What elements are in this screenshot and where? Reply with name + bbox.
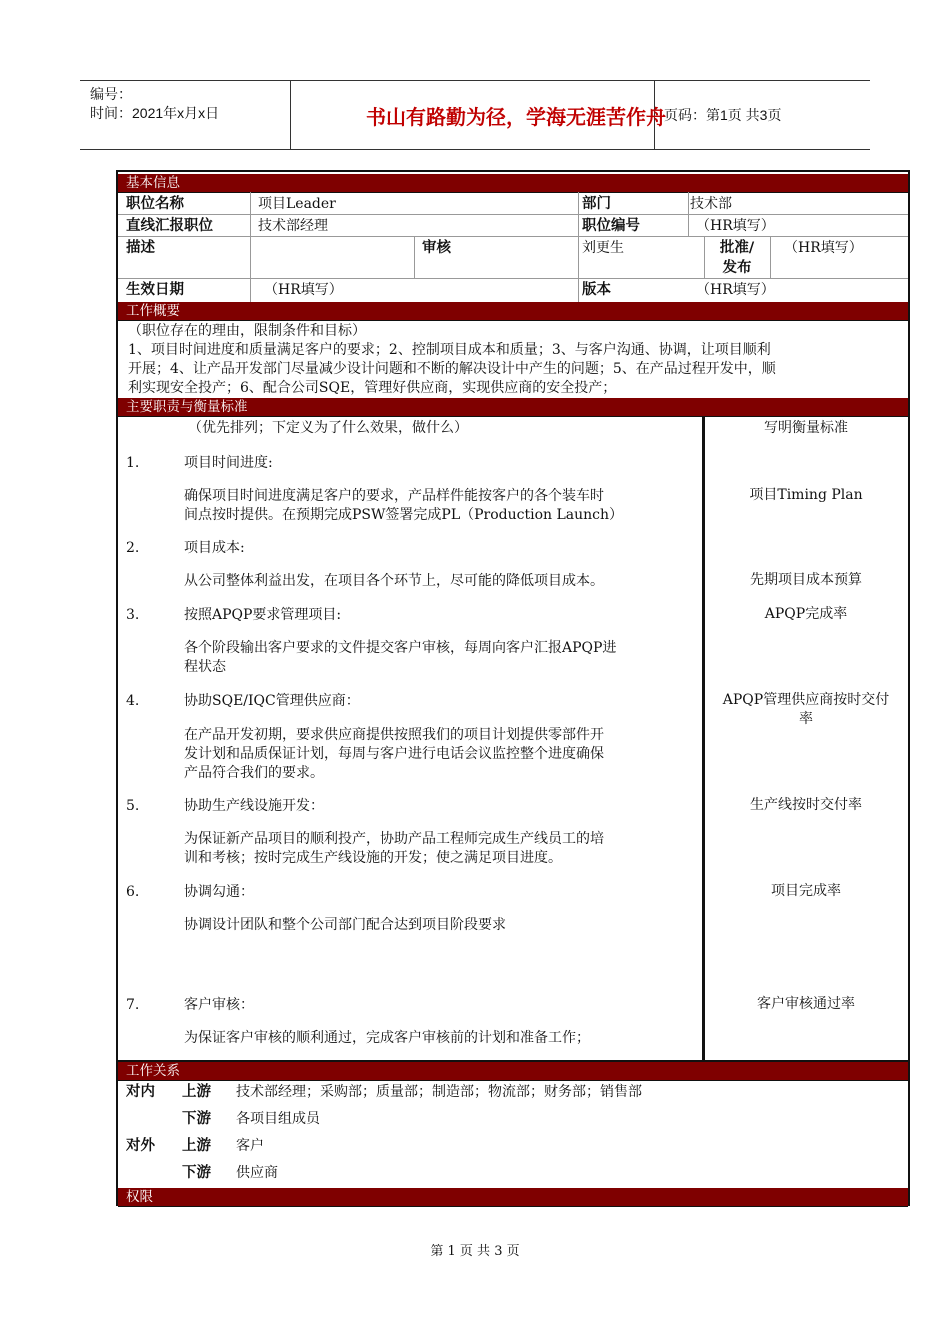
duty-measure: 客户审核通过率 [757,996,855,1012]
col-line [578,192,579,302]
col-line [688,214,689,236]
downstream-label: 下游 [182,1165,211,1181]
section-duties: 主要职责与衡量标准 [118,398,908,416]
overview-line: 开展；4、让产品开发部门尽量减少设计问题和不断的解决设计中产生的问题；5、在产品过程开发中，顺 [128,361,776,377]
section-authority: 权限 [118,1188,908,1206]
duty-desc: 间点按时提供。在预期完成PSW签署完成PL（Production Launch） [184,507,624,523]
col-line [770,236,771,278]
dept-value: 技术部 [690,196,732,212]
external-upstream: 客户 [236,1138,264,1154]
duty-number: 4. [126,693,140,709]
overview-line: 利实现安全投产；6、配合公司SQE，管理好供应商，实现供应商的安全投产； [128,380,617,396]
duty-title: 项目时间进度: [184,455,273,471]
duties-right-header: 写明衡量标准 [764,420,848,436]
row-line [118,236,908,237]
duty-desc: 各个阶段输出客户要求的文件提交客户审核，每周向客户汇报APQP进 [184,640,617,656]
duty-desc: 在产品开发初期，要求供应商提供按照我们的项目计划提供零部件开 [184,727,604,743]
review-value: 刘更生 [582,240,624,256]
duty-measure: APQP管理供应商按时交付 [722,692,890,708]
duty-desc: 为保证客户审核的顺利通过，完成客户审核前的计划和准备工作； [184,1030,590,1046]
duty-desc: 为保证新产品项目的顺利投产，协助产品工程师完成生产线员工的培 [184,831,604,847]
effective-date-value: （HR填写） [264,282,343,298]
duty-title: 客户审核： [184,997,254,1013]
duty-measure: 项目完成率 [771,883,841,899]
upstream-label: 上游 [182,1084,211,1100]
page-header [80,80,870,150]
duties-column-divider [702,416,705,1060]
downstream-label: 下游 [182,1111,211,1127]
position-name-value: 项目Leader [258,196,336,212]
dept-label: 部门 [582,196,611,212]
position-no-label: 职位编号 [582,218,640,234]
duty-title: 按照APQP要求管理项目: [184,607,342,623]
section-basic-info: 基本信息 [118,174,908,192]
version-value: （HR填写） [696,282,775,298]
external-label: 对外 [126,1138,155,1154]
duty-title: 协助生产线设施开发： [184,798,324,814]
duty-number: 1. [126,455,140,471]
external-downstream: 供应商 [236,1165,278,1181]
col-line [250,192,251,302]
duty-title: 项目成本: [184,540,245,556]
version-label: 版本 [582,282,611,298]
doc-time: 时间：2021年x月x日 [90,105,220,121]
duty-number: 5. [126,798,140,814]
review-label: 审核 [422,240,451,256]
duty-desc: 协调设计团队和整个公司部门配合达到项目阶段要求 [184,917,506,933]
internal-downstream: 各项目组成员 [236,1111,320,1127]
section-overview: 工作概要 [118,302,908,320]
approve-value: （HR填写） [784,240,863,256]
duty-desc: 从公司整体利益出发，在项目各个环节上，尽可能的降低项目成本。 [184,573,604,589]
internal-label: 对内 [126,1084,155,1100]
report-value: 技术部经理 [258,218,328,234]
approve-label-2: 发布 [722,260,752,276]
overview-text [128,322,906,398]
position-no-value: （HR填写） [696,218,775,234]
row-line [118,214,908,215]
doc-number: 编号： [90,86,132,102]
duty-measure: 生产线按时交付率 [750,797,862,813]
duty-desc: 确保项目时间进度满足客户的要求，产品样件能按客户的各个装车时 [184,488,604,504]
duty-desc: 训和考核；按时完成生产线设施的开发；使之满足项目进度。 [184,850,562,866]
duty-number: 7. [126,997,140,1013]
overview-hint: （职位存在的理由，限制条件和目标） [128,323,366,339]
duty-desc: 发计划和品质保证计划，每周与客户进行电话会议监控整个进度确保 [184,746,604,762]
header-divider [290,81,291,149]
col-line [414,236,415,278]
duty-desc: 产品符合我们的要求。 [184,765,324,781]
duty-measure: 先期项目成本预算 [750,572,862,588]
page-code: 页码：第1页 共3页 [664,107,782,123]
approve-label: 批准/ [719,240,755,256]
job-description-form [116,170,910,1206]
header-meta [90,85,219,123]
report-label: 直线汇报职位 [126,218,213,234]
page-footer: 第 1 页 共 3 页 [430,1244,520,1259]
row-line [118,278,908,279]
internal-upstream: 技术部经理；采购部；质量部；制造部；物流部；财务部；销售部 [236,1084,642,1100]
col-line [688,192,689,214]
upstream-label: 上游 [182,1138,211,1154]
duty-number: 2. [126,540,140,556]
duty-number: 3. [126,607,140,623]
overview-line: 1、项目时间进度和质量满足客户的要求；2、控制项目成本和质量；3、与客户沟通、协调，让项目顺利 [128,342,771,358]
duties-left-header: （优先排列；下定义为了什么效果，做什么） [188,420,468,436]
position-name-label: 职位名称 [126,196,184,212]
duty-number: 6. [126,884,140,900]
duty-desc: 程状态 [184,659,226,675]
duty-measure: APQP完成率 [764,606,848,622]
duty-measure: 项目Timing Plan [749,487,863,503]
section-relations: 工作关系 [118,1062,908,1080]
duty-title: 协调勾通： [184,884,254,900]
desc-label: 描述 [126,240,155,256]
effective-date-label: 生效日期 [126,282,184,298]
duty-title: 协助SQE/IQC管理供应商： [184,693,360,709]
header-motto: 书山有路勤为径，学海无涯苦作舟 [366,104,666,129]
duty-measure: 率 [799,711,813,727]
